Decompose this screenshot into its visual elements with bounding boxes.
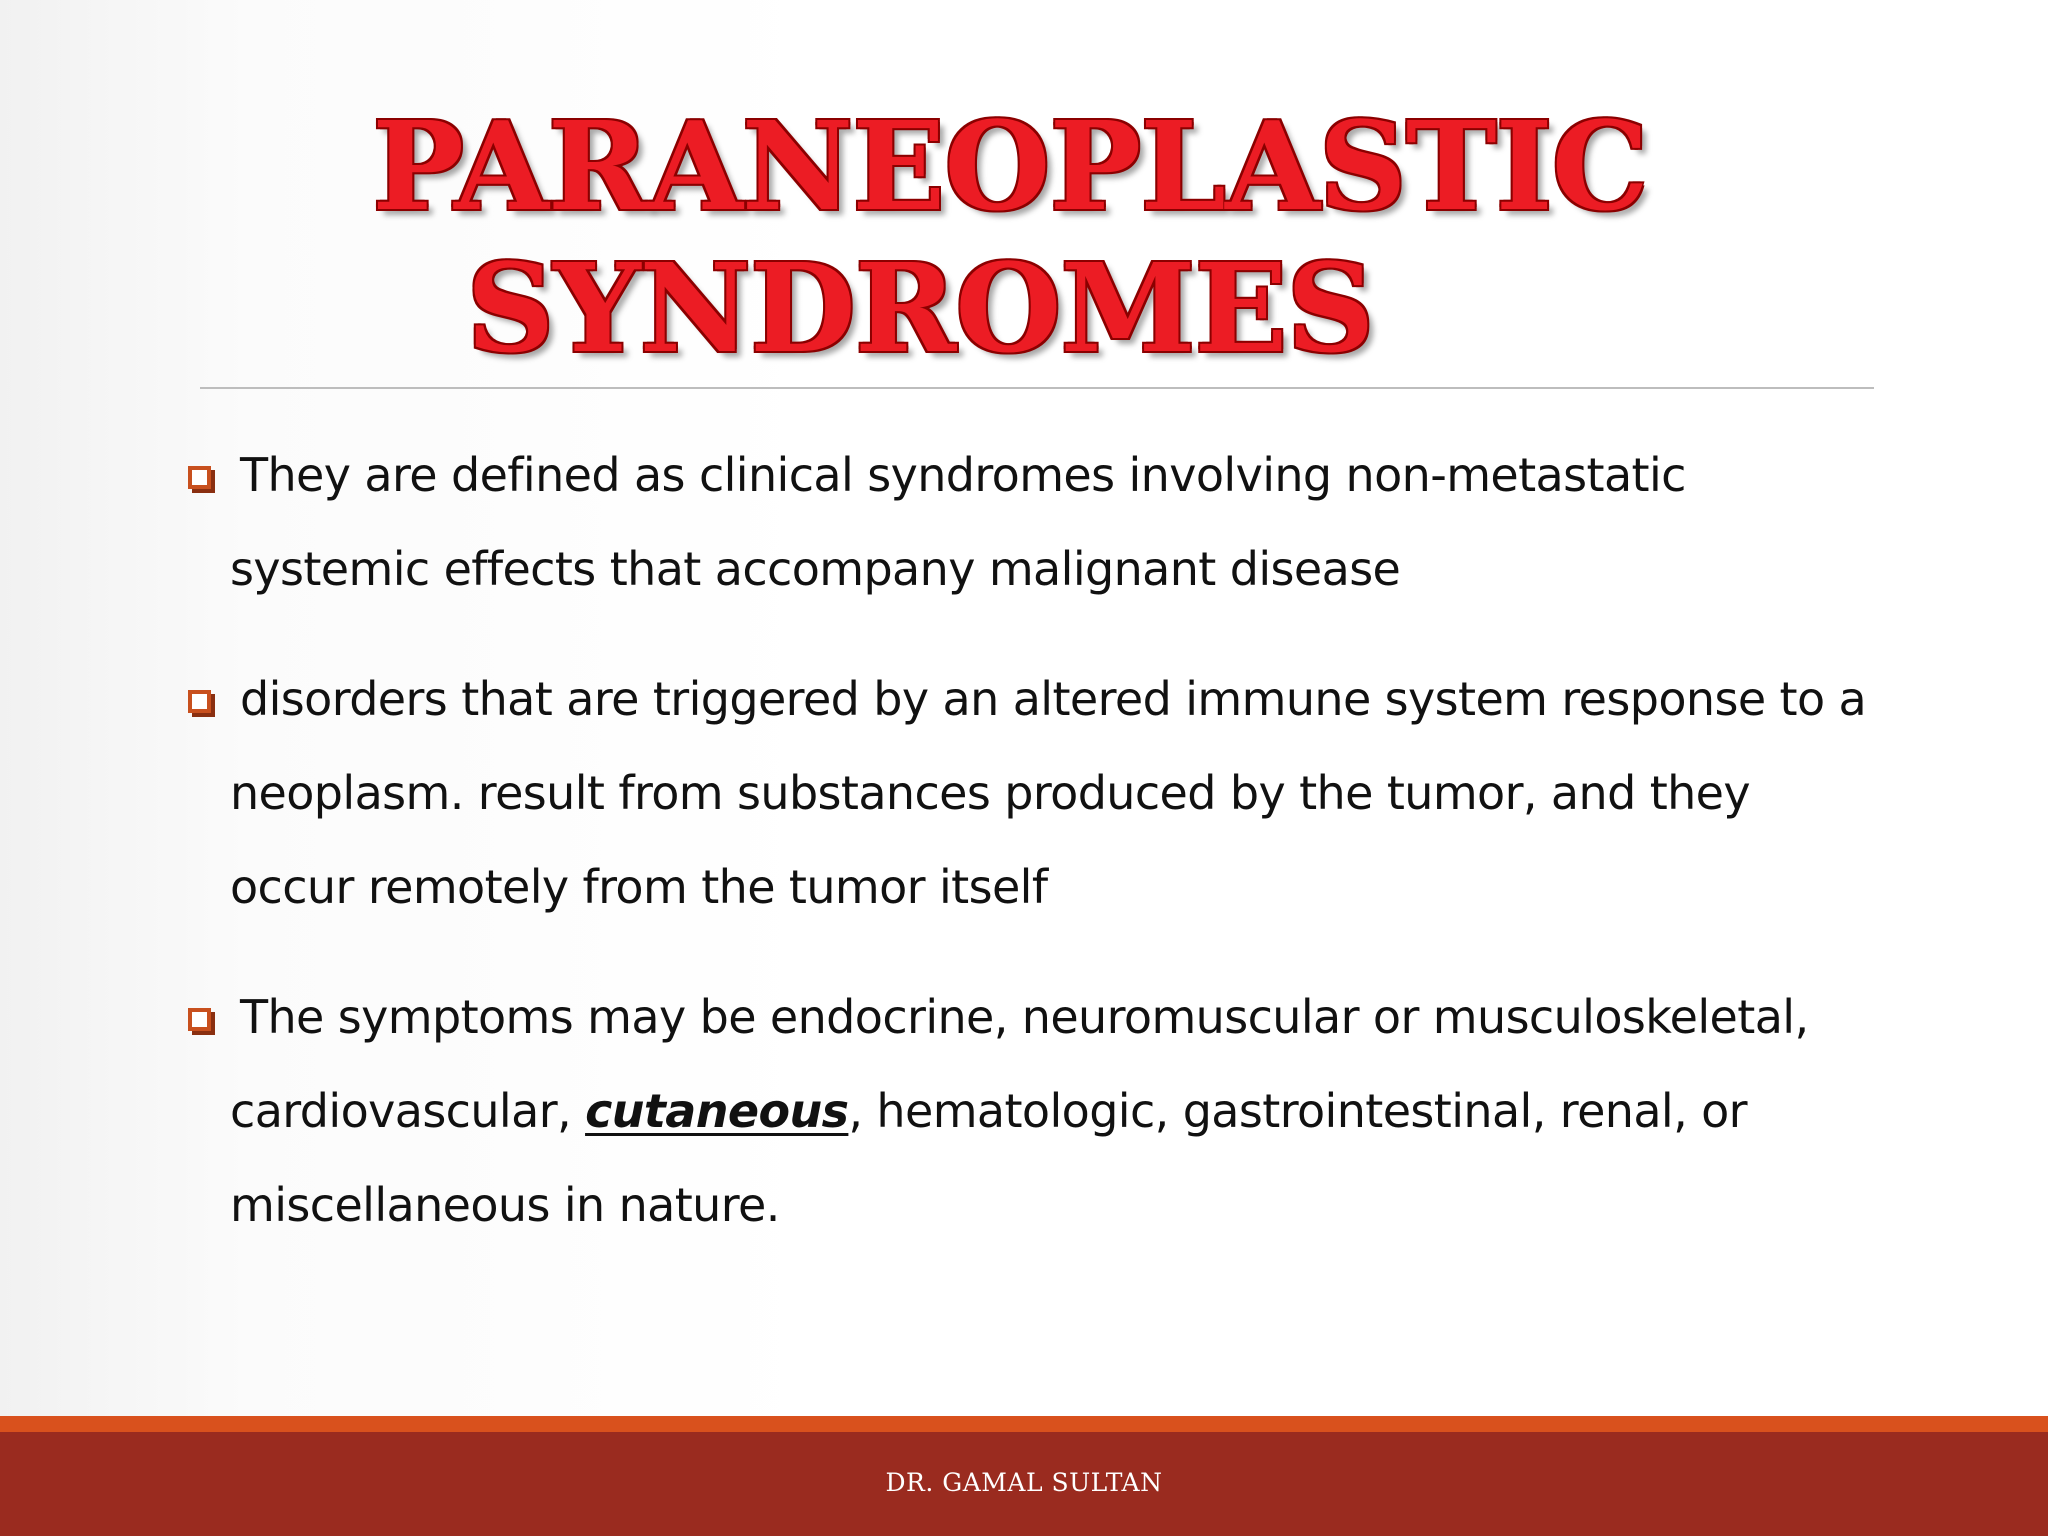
bullet-text-3 — [206, 970, 1886, 1252]
emphasis-word: cutaneous — [585, 1084, 849, 1138]
square-bullet-icon — [188, 1008, 211, 1031]
bullet-item-1 — [186, 428, 1886, 616]
bullet-text-3-after: , hematologic, gastrointestinal, renal, or miscellaneous in nature. — [230, 1084, 1747, 1232]
footer-accent-bar — [0, 1416, 2048, 1432]
slide-title — [200, 95, 1820, 379]
bullet-list — [186, 428, 1886, 1288]
bullet-item-2 — [186, 652, 1886, 934]
bullet-text-1: They are defined as clinical syndromes involving non-metastatic systemic effects that accompany malignant disease — [230, 448, 1686, 596]
title-divider — [200, 387, 1874, 389]
bullet-item-3 — [186, 970, 1886, 1252]
square-bullet-icon — [188, 466, 211, 489]
square-bullet-icon — [188, 690, 211, 713]
title-line-1: PARANEOPLASTIC — [372, 94, 1648, 238]
footer-author: DR. GAMAL SULTAN — [885, 1468, 1163, 1497]
title-line-2: SYNDROMES — [466, 236, 1374, 380]
bullet-text-3-before: The symptoms may be endocrine, neuromuscular or musculoskeletal, cardiovascular, — [230, 990, 1809, 1138]
bullet-text-2: disorders that are triggered by an altered immune system response to a neoplasm. result from substances produced by the tumor, and they occur remotely from the tumor itself — [230, 672, 1867, 914]
